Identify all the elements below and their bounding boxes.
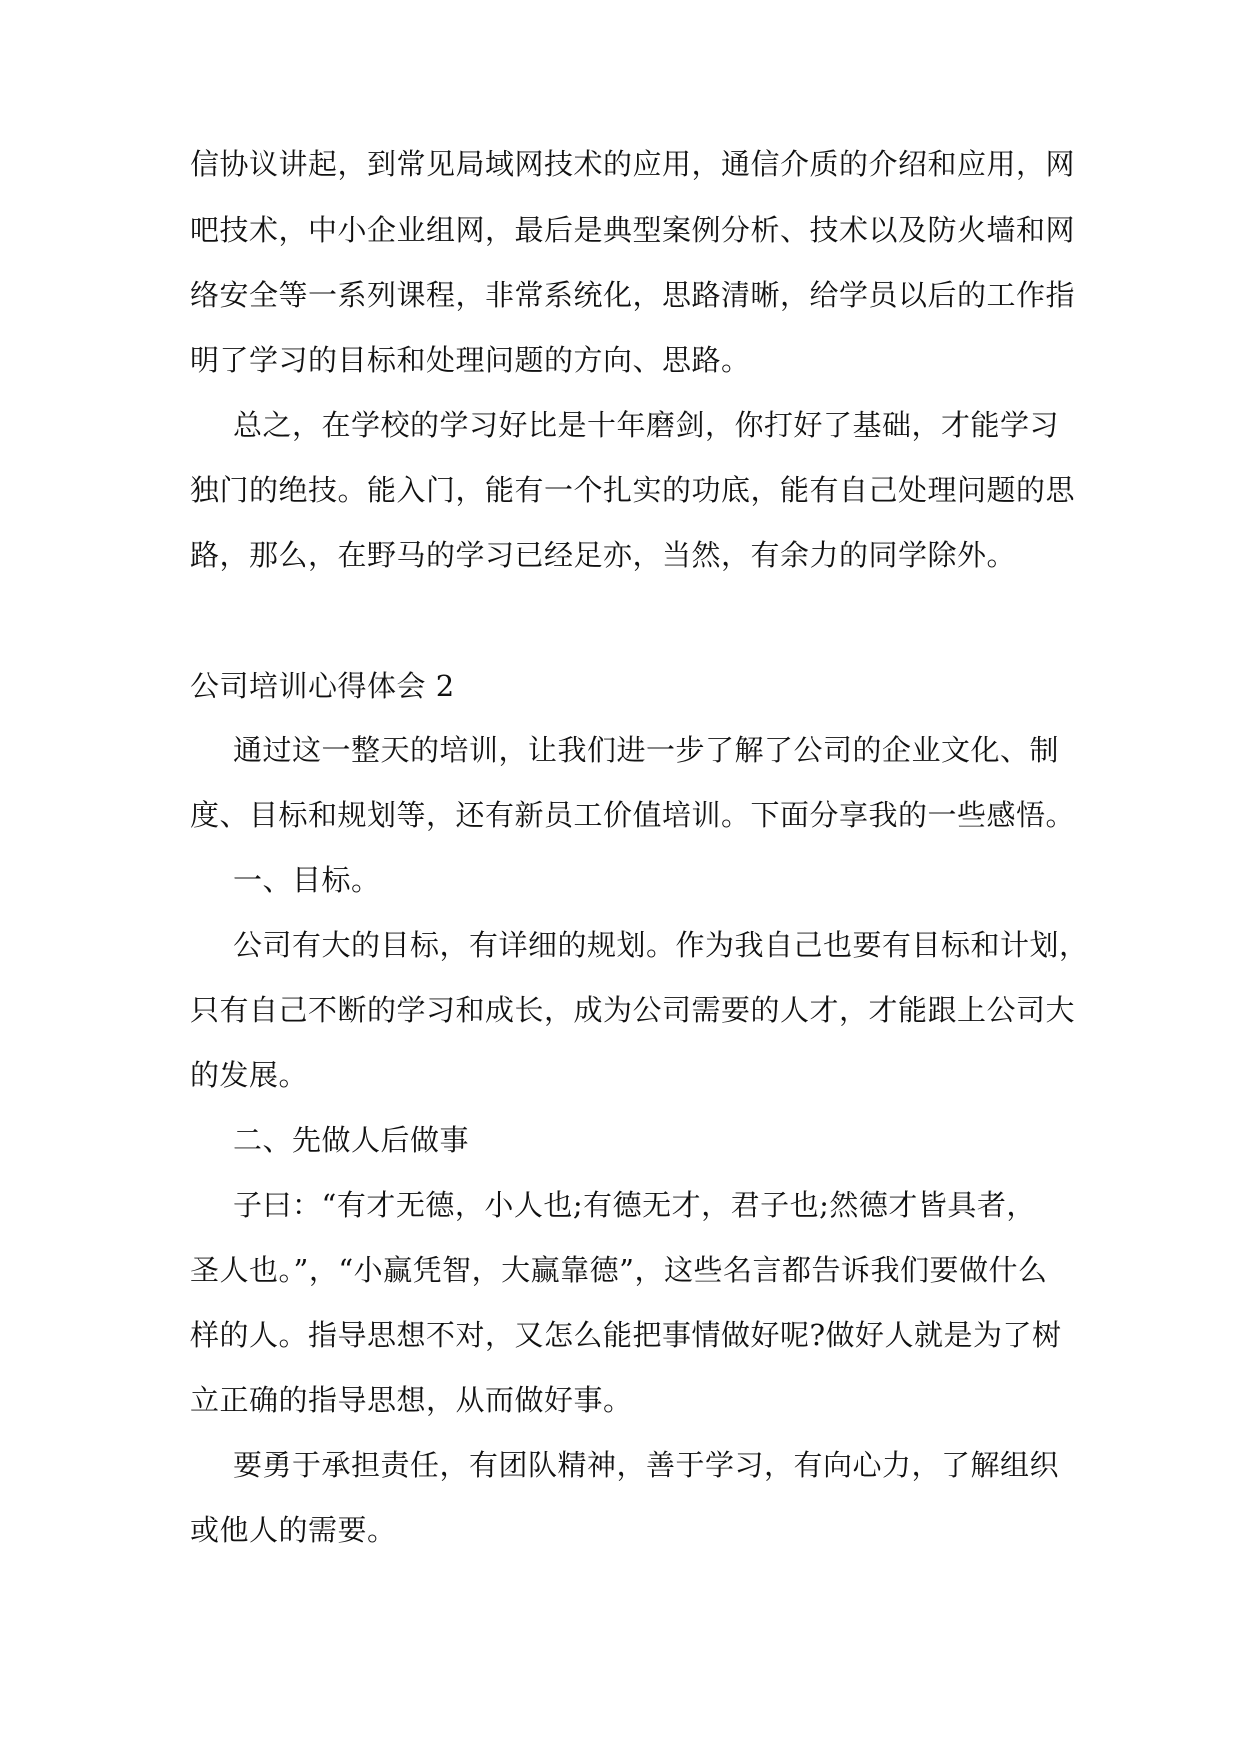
paragraph-line: 立正确的指导思想，从而做好事。: [190, 1383, 633, 1417]
paragraph-line: 度、目标和规划等，还有新员工价值培训。下面分享我的一些感悟。: [190, 798, 1076, 832]
section-heading: 公司培训心得体会 2: [190, 669, 455, 703]
paragraph-line: 的发展。: [190, 1058, 309, 1092]
paragraph-line: 子曰：“有才无德，小人也;有德无才，君子也;然德才皆具者，: [233, 1188, 1036, 1222]
paragraph-line: 只有自己不断的学习和成长，成为公司需要的人才，才能跟上公司大: [190, 993, 1076, 1027]
paragraph-line: 总之，在学校的学习好比是十年磨剑，你打好了基础，才能学习: [233, 408, 1060, 442]
subheading: 一、目标。: [233, 863, 381, 897]
paragraph-line: 通过这一整天的培训，让我们进一步了解了公司的企业文化、制: [233, 733, 1060, 767]
paragraph-line: 要勇于承担责任，有团队精神，善于学习，有向心力，了解组织: [233, 1448, 1060, 1482]
paragraph-line: 公司有大的目标，有详细的规划。作为我自己也要有目标和计划，: [233, 928, 1089, 962]
paragraph-line: 独门的绝技。能入门，能有一个扎实的功底，能有自己处理问题的思: [190, 473, 1076, 507]
subheading: 二、先做人后做事: [233, 1123, 470, 1157]
paragraph-line: 明了学习的目标和处理问题的方向、思路。: [190, 343, 751, 377]
paragraph-line: 信协议讲起，到常见局域网技术的应用，通信介质的介绍和应用，网: [190, 147, 1076, 181]
paragraph-line: 路，那么，在野马的学习已经足亦，当然，有余力的同学除外。: [190, 538, 1017, 572]
paragraph-line: 或他人的需要。: [190, 1513, 397, 1547]
paragraph-line: 样的人。指导思想不对，又怎么能把事情做好呢?做好人就是为了树: [190, 1318, 1062, 1352]
paragraph-line: 络安全等一系列课程，非常系统化，思路清晰，给学员以后的工作指: [190, 278, 1076, 312]
paragraph-line: 吧技术，中小企业组网，最后是典型案例分析、技术以及防火墙和网: [190, 213, 1076, 247]
paragraph-line: 圣人也。”，“小赢凭智，大赢靠德”，这些名言都告诉我们要做什么: [190, 1253, 1048, 1287]
